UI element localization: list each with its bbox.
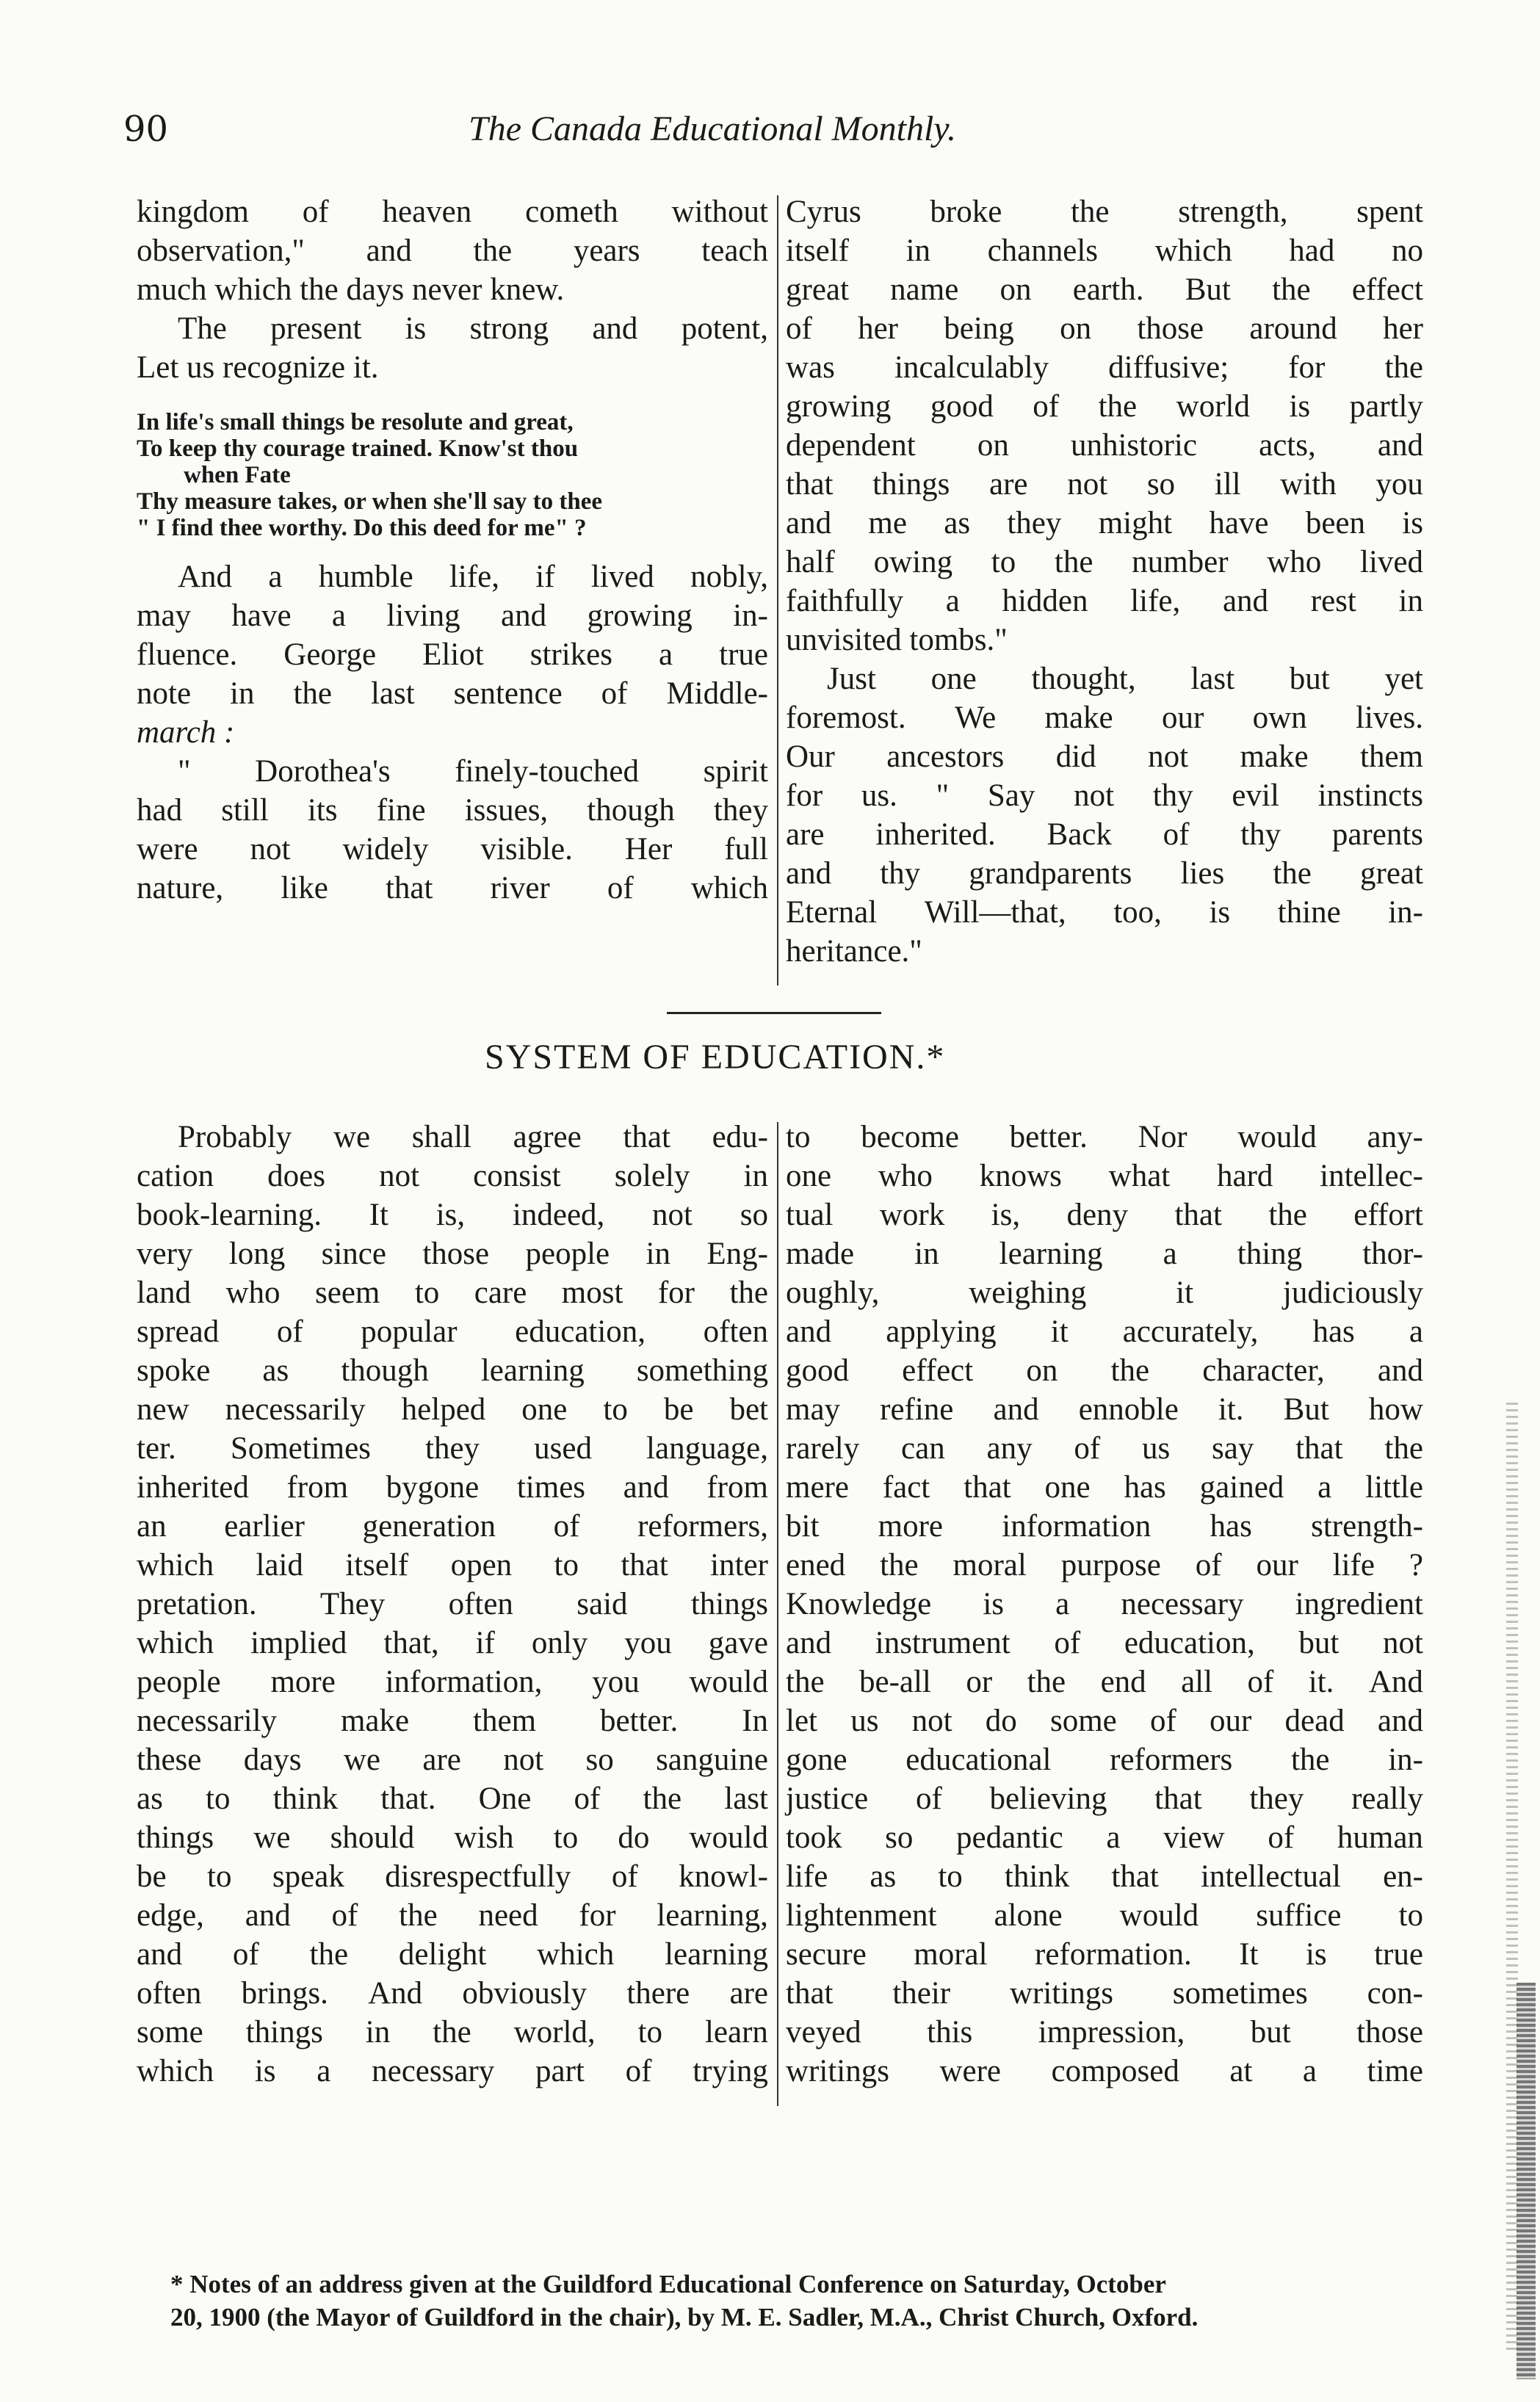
text-line: took so pedantic a view of human — [786, 1820, 1423, 1855]
text-line: foremost. We make our own lives. — [786, 701, 1423, 735]
text-line: these days we are not so sanguine — [137, 1743, 768, 1777]
text-line: be to speak disrespectfully of knowl- — [137, 1859, 768, 1894]
text-line: secure moral reformation. It is true — [786, 1937, 1423, 1972]
text-line: pretation. They often said things — [137, 1587, 768, 1621]
top-left-column — [137, 192, 768, 908]
text-line: unvisited tombs." — [786, 623, 1008, 657]
text-line: Eternal Will—that, too, is thine in- — [786, 895, 1423, 930]
text-line: and me as they might have been is — [786, 506, 1423, 540]
column-rule — [777, 195, 778, 985]
text-line: made in learning a thing thor- — [786, 1237, 1423, 1271]
text-line: The present is strong and potent, — [178, 311, 768, 346]
text-line: people more information, you would — [137, 1665, 768, 1699]
text-line: great name on earth. But the effect — [786, 272, 1423, 307]
text-line: gone educational reformers the in- — [786, 1743, 1423, 1777]
poem-line: when Fate — [184, 462, 291, 488]
text-line: ened the moral purpose of our life ? — [786, 1548, 1423, 1582]
text-line: fluence. George Eliot strikes a true — [137, 637, 768, 672]
text-line: " Dorothea's finely-touched spirit — [178, 754, 768, 789]
bottom-left-column — [137, 1118, 768, 2091]
text-line: may have a living and growing in- — [137, 598, 768, 633]
text-line: to become better. Nor would any- — [786, 1120, 1423, 1154]
text-line: necessarily make them better. In — [137, 1704, 768, 1738]
text-line: much which the days never knew. — [137, 272, 565, 307]
text-line: land who seem to care most for the — [137, 1276, 768, 1310]
text-line: cation does not consist solely in — [137, 1159, 768, 1193]
poem-line: " I find thee worthy. Do this deed for me" ? — [137, 515, 587, 541]
column-rule — [777, 1122, 778, 2106]
text-line: lightenment alone would suffice to — [786, 1898, 1423, 1933]
section-divider — [667, 1012, 881, 1014]
text-line: and instrument of education, but not — [786, 1626, 1423, 1660]
footnote-line: * Notes of an address given at the Guildford Educational Conference on Saturday, October — [170, 2270, 1166, 2298]
text-line: spoke as though learning something — [137, 1353, 768, 1388]
text-line: Probably we shall agree that edu- — [178, 1120, 768, 1154]
bottom-right-column — [786, 1118, 1423, 2091]
text-line: kingdom of heaven cometh without — [137, 195, 768, 229]
text-line: had still its fine issues, though they — [137, 793, 768, 828]
text-line: as to think that. One of the last — [137, 1781, 768, 1816]
text-line: may refine and ennoble it. But how — [786, 1392, 1423, 1427]
text-line: for us. " Say not thy evil instincts — [786, 778, 1423, 813]
top-right-column — [786, 192, 1423, 971]
scan-edge-artifact — [1516, 1983, 1536, 2379]
text-line: were not widely visible. Her full — [137, 832, 768, 867]
text-line: book-learning. It is, indeed, not so — [137, 1198, 768, 1232]
text-line: Just one thought, last but yet — [827, 662, 1423, 696]
text-line: ter. Sometimes they used language, — [137, 1431, 768, 1466]
text-line: things we should wish to do would — [137, 1820, 768, 1855]
text-line: that their writings sometimes con- — [786, 1976, 1423, 2011]
text-line: good effect on the character, and — [786, 1353, 1423, 1388]
text-line: which is a necessary part of trying — [137, 2054, 768, 2088]
running-title: The Canada Educational Monthly. — [469, 109, 956, 148]
text-line: the be-all or the end all of it. And — [786, 1665, 1423, 1699]
text-line: often brings. And obviously there are — [137, 1976, 768, 2011]
text-line: bit more information has strength- — [786, 1509, 1423, 1544]
text-line: and of the delight which learning — [137, 1937, 768, 1972]
text-line: was incalculably diffusive; for the — [786, 350, 1423, 385]
text-line: are inherited. Back of thy parents — [786, 817, 1423, 852]
text-line: itself in channels which had no — [786, 234, 1423, 268]
text-line: one who knows what hard intellec- — [786, 1159, 1423, 1193]
text-line: inherited from bygone times and from — [137, 1470, 768, 1505]
text-line: some things in the world, to learn — [137, 2015, 768, 2050]
text-line: edge, and of the need for learning, — [137, 1898, 768, 1933]
text-line: Knowledge is a necessary ingredient — [786, 1587, 1423, 1621]
text-line: growing good of the world is partly — [786, 389, 1423, 424]
text-line: tual work is, deny that the effort — [786, 1198, 1423, 1232]
text-line: which laid itself open to that inter — [137, 1548, 768, 1582]
text-line: justice of believing that they really — [786, 1781, 1423, 1816]
text-line: that things are not so ill with you — [786, 467, 1423, 502]
poem-quote — [137, 409, 768, 541]
footnote — [170, 2268, 1441, 2334]
text-line: and thy grandparents lies the great — [786, 856, 1423, 891]
poem-line: Thy measure takes, or when she'll say to thee — [137, 488, 603, 515]
text-line: writings were composed at a time — [786, 2054, 1423, 2088]
footnote-line: 20, 1900 (the Mayor of Guildford in the chair), by M. E. Sadler, M.A., Christ Church, Oxford. — [170, 2303, 1199, 2332]
section-title: SYSTEM OF EDUCATION.* — [485, 1038, 946, 1077]
poem-line: In life's small things be resolute and great, — [137, 409, 574, 435]
text-line: spread of popular education, often — [137, 1314, 768, 1349]
text-line: note in the last sentence of Middle- — [137, 676, 768, 711]
page-header — [123, 109, 1445, 160]
text-line: new necessarily helped one to be bet — [137, 1392, 768, 1427]
text-line: which implied that, if only you gave — [137, 1626, 768, 1660]
text-line: march : — [137, 715, 235, 750]
text-line: mere fact that one has gained a little — [786, 1470, 1423, 1505]
text-line: oughly, weighing it judiciously — [786, 1276, 1423, 1310]
text-line: observation," and the years teach — [137, 234, 768, 268]
text-line: Let us recognize it. — [137, 350, 379, 385]
text-line: nature, like that river of which — [137, 871, 768, 905]
text-line: half owing to the number who lived — [786, 545, 1423, 579]
text-line: very long since those people in Eng- — [137, 1237, 768, 1271]
page-number: 90 — [123, 109, 169, 150]
text-line: rarely can any of us say that the — [786, 1431, 1423, 1466]
text-line: heritance." — [786, 934, 922, 969]
poem-line: To keep thy courage trained. Know'st thou — [137, 435, 579, 462]
text-line: of her being on those around her — [786, 311, 1423, 346]
text-line: let us not do some of our dead and — [786, 1704, 1423, 1738]
text-line: dependent on unhistoric acts, and — [786, 428, 1423, 463]
text-line: life as to think that intellectual en- — [786, 1859, 1423, 1894]
text-line: And a humble life, if lived nobly, — [178, 560, 768, 594]
text-line: Our ancestors did not make them — [786, 739, 1423, 774]
text-line: an earlier generation of reformers, — [137, 1509, 768, 1544]
text-line: faithfully a hidden life, and rest in — [786, 584, 1423, 618]
text-line: Cyrus broke the strength, spent — [786, 195, 1423, 229]
text-line: veyed this impression, but those — [786, 2015, 1423, 2050]
text-line: and applying it accurately, has a — [786, 1314, 1423, 1349]
